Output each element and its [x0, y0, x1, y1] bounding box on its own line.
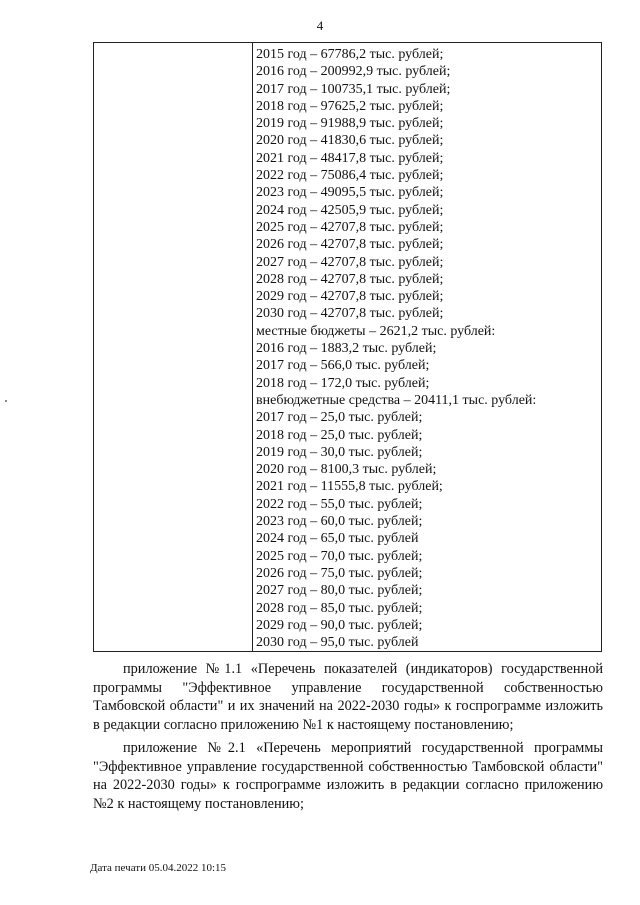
budget-line: 2020 год – 8100,3 тыс. рублей; — [256, 462, 437, 478]
budget-line: 2026 год – 42707,8 тыс. рублей; — [256, 237, 444, 253]
budget-table — [93, 42, 602, 652]
budget-line: 2028 год – 85,0 тыс. рублей; — [256, 600, 423, 616]
budget-line: 2026 год – 75,0 тыс. рублей; — [256, 565, 423, 581]
budget-line: 2027 год – 80,0 тыс. рублей; — [256, 583, 423, 599]
budget-line: 2022 год – 75086,4 тыс. рублей; — [256, 168, 444, 184]
budget-line: 2021 год – 48417,8 тыс. рублей; — [256, 150, 444, 166]
page-number: 4 — [316, 18, 324, 33]
budget-line: 2019 год – 30,0 тыс. рублей; — [256, 444, 423, 460]
budget-line: 2015 год – 67786,2 тыс. рублей; — [256, 47, 444, 62]
budget-line: 2025 год – 70,0 тыс. рублей; — [256, 548, 423, 564]
body-text — [93, 660, 603, 813]
budget-line: 2024 год – 65,0 тыс. рублей — [256, 531, 419, 547]
budget-line: 2020 год – 41830,6 тыс. рублей; — [256, 133, 444, 149]
budget-line: 2025 год – 42707,8 тыс. рублей; — [256, 219, 444, 235]
budget-line: 2017 год – 566,0 тыс. рублей; — [256, 358, 430, 374]
scan-artifact — [5, 400, 7, 402]
paragraph-appendix-2-1: приложение №2.1 «Перечень мероприятий государственной программы "Эффективное управление государственной собственностью Тамбовской области" на 2022-2030 годы» к госпрограмме изложить в редакции согласно приложению №2 к настоящему постановлению; — [93, 740, 603, 812]
budget-line: 2030 год – 42707,8 тыс. рублей; — [256, 306, 444, 322]
budget-line: 2017 год – 100735,1 тыс. рублей; — [256, 81, 451, 97]
budget-line: 2021 год – 11555,8 тыс. рублей; — [256, 479, 443, 495]
budget-line: 2029 год – 42707,8 тыс. рублей; — [256, 289, 444, 305]
budget-line: 2018 год – 172,0 тыс. рублей; — [256, 375, 430, 391]
budget-line: 2018 год – 97625,2 тыс. рублей; — [256, 98, 444, 114]
budget-line: 2019 год – 91988,9 тыс. рублей; — [256, 116, 444, 132]
budget-line: 2016 год – 1883,2 тыс. рублей; — [256, 341, 437, 357]
budget-line: 2022 год – 55,0 тыс. рублей; — [256, 496, 423, 512]
budget-line: 2023 год – 49095,5 тыс. рублей; — [256, 185, 444, 201]
budget-line: внебюджетные средства – 20411,1 тыс. рублей: — [256, 392, 537, 408]
budget-line: 2028 год – 42707,8 тыс. рублей; — [256, 271, 444, 287]
budget-line: 2018 год – 25,0 тыс. рублей; — [256, 427, 423, 443]
budget-line: 2027 год – 42707,8 тыс. рублей; — [256, 254, 444, 270]
budget-line: 2023 год – 60,0 тыс. рублей; — [256, 514, 423, 530]
budget-lines — [256, 46, 601, 651]
budget-line: 2030 год – 95,0 тыс. рублей — [256, 635, 419, 651]
budget-line: местные бюджеты – 2621,2 тыс. рублей: — [256, 323, 496, 339]
budget-line: 2017 год – 25,0 тыс. рублей; — [256, 410, 423, 426]
budget-line: 2016 год – 200992,9 тыс. рублей; — [256, 64, 451, 80]
budget-line: 2024 год – 42505,9 тыс. рублей; — [256, 202, 444, 218]
print-date: Дата печати 05.04.2022 10:15 — [90, 862, 227, 874]
budget-line: 2029 год – 90,0 тыс. рублей; — [256, 617, 423, 633]
table-column-divider — [252, 43, 253, 651]
paragraph-appendix-1-1: приложение №1.1 «Перечень показателей (индикаторов) государственной программы "Эффективное управление государственной собственностью Тамбовской области" и их значений на 2022-2030 годы» к госпрограмме изложить в редакции согласно приложению №1 к настоящему постановлению; — [93, 661, 603, 733]
